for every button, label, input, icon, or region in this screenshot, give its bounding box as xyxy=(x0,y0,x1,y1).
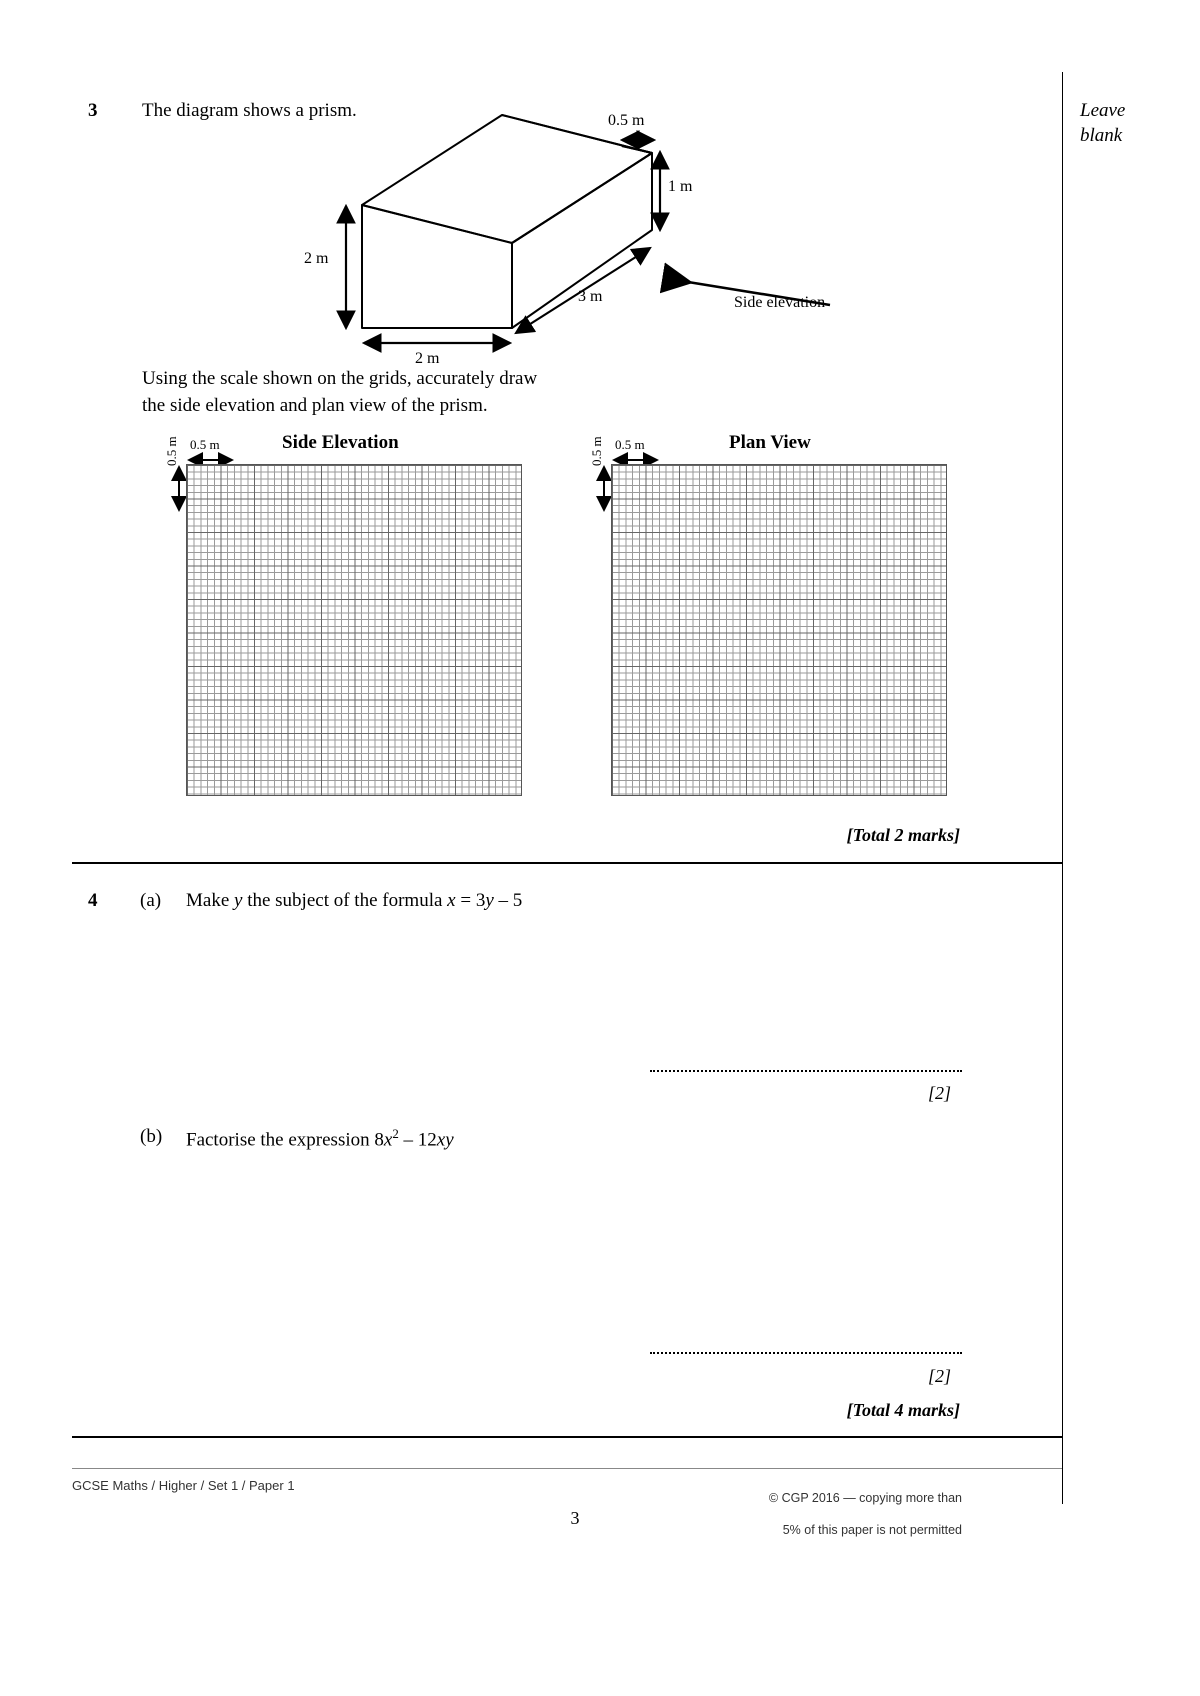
footer-paper-reference: GCSE Maths / Higher / Set 1 / Paper 1 xyxy=(72,1478,295,1493)
q4a-text-end: – 5 xyxy=(493,890,523,911)
footer-page-number: 3 xyxy=(570,1508,580,1528)
question-3-separator-rule xyxy=(72,862,1062,864)
side-elevation-callout-label: Side elevation xyxy=(734,294,826,311)
question-4-total-marks: [Total 4 marks] xyxy=(846,1400,960,1420)
dimension-label-depth: 3 m xyxy=(578,288,603,305)
q4a-var-y: y xyxy=(234,890,243,911)
question-3-total-marks: [Total 2 marks] xyxy=(846,825,960,845)
q4b-text-mid: – 12 xyxy=(398,1129,437,1151)
side-elevation-grid-title: Side Elevation xyxy=(282,432,399,453)
question-4a-answer-line[interactable] xyxy=(650,1070,962,1072)
question-4b-text xyxy=(186,1126,454,1151)
leave-blank-note xyxy=(1080,98,1190,148)
instruction-line-2: the side elevation and plan view of the prism. xyxy=(142,395,488,416)
leave-blank-margin-rule xyxy=(1062,72,1063,1504)
footer-copyright xyxy=(769,1474,962,1538)
q4b-var-xy: xy xyxy=(436,1129,454,1151)
q4b-text-before: Factorise the expression 8 xyxy=(186,1129,384,1151)
leave-blank-line-2: blank xyxy=(1080,125,1123,146)
question-3-instruction xyxy=(142,365,622,419)
q4a-text-after: = 3 xyxy=(455,890,486,911)
side-elevation-grid-canvas[interactable] xyxy=(186,464,522,796)
question-4a-letter: (a) xyxy=(140,890,162,911)
dimension-label-right-height: 1 m xyxy=(668,178,693,195)
footer-copyright-line-1: © CGP 2016 — copying more than xyxy=(768,1491,962,1505)
instruction-line-1: Using the scale shown on the grids, accurately draw xyxy=(142,368,538,389)
prism-diagram xyxy=(300,90,900,370)
plan-view-grid-title: Plan View xyxy=(729,432,811,453)
q4a-text-mid: the subject of the formula xyxy=(242,890,448,911)
dimension-label-top-width: 0.5 m xyxy=(608,112,645,129)
question-4-separator-rule xyxy=(72,1436,1062,1438)
question-4b-letter: (b) xyxy=(140,1126,163,1147)
q4a-var-x: x xyxy=(447,890,456,911)
question-4b-answer-line[interactable] xyxy=(650,1352,962,1354)
q4a-var-y2: y xyxy=(485,890,494,911)
question-4-number: 4 xyxy=(88,890,98,911)
footer-copyright-line-2: 5% of this paper is not permitted xyxy=(782,1523,962,1537)
q4b-var-x: x xyxy=(383,1129,393,1151)
dimension-label-height-left: 2 m xyxy=(304,250,329,267)
side-elevation-scale-horizontal-label: 0.5 m xyxy=(190,437,220,452)
question-3-number: 3 xyxy=(88,100,98,121)
plan-view-scale-horizontal-label: 0.5 m xyxy=(615,437,645,452)
dimension-label-width-bottom: 2 m xyxy=(415,350,440,367)
footer-rule xyxy=(72,1468,1062,1469)
question-4a-text xyxy=(186,890,522,912)
q4b-exponent: 2 xyxy=(392,1126,399,1141)
leave-blank-line-1: Leave xyxy=(1080,100,1126,121)
plan-view-scale-vertical-label: 0.5 m xyxy=(589,436,604,466)
plan-view-grid-canvas[interactable] xyxy=(611,464,947,796)
question-4b-marks: [2] xyxy=(928,1366,952,1386)
question-4a-marks: [2] xyxy=(928,1083,952,1103)
side-elevation-scale-vertical-label: 0.5 m xyxy=(164,436,179,466)
question-3-stem: The diagram shows a prism. xyxy=(142,100,357,121)
q4a-text-before: Make xyxy=(186,890,235,911)
